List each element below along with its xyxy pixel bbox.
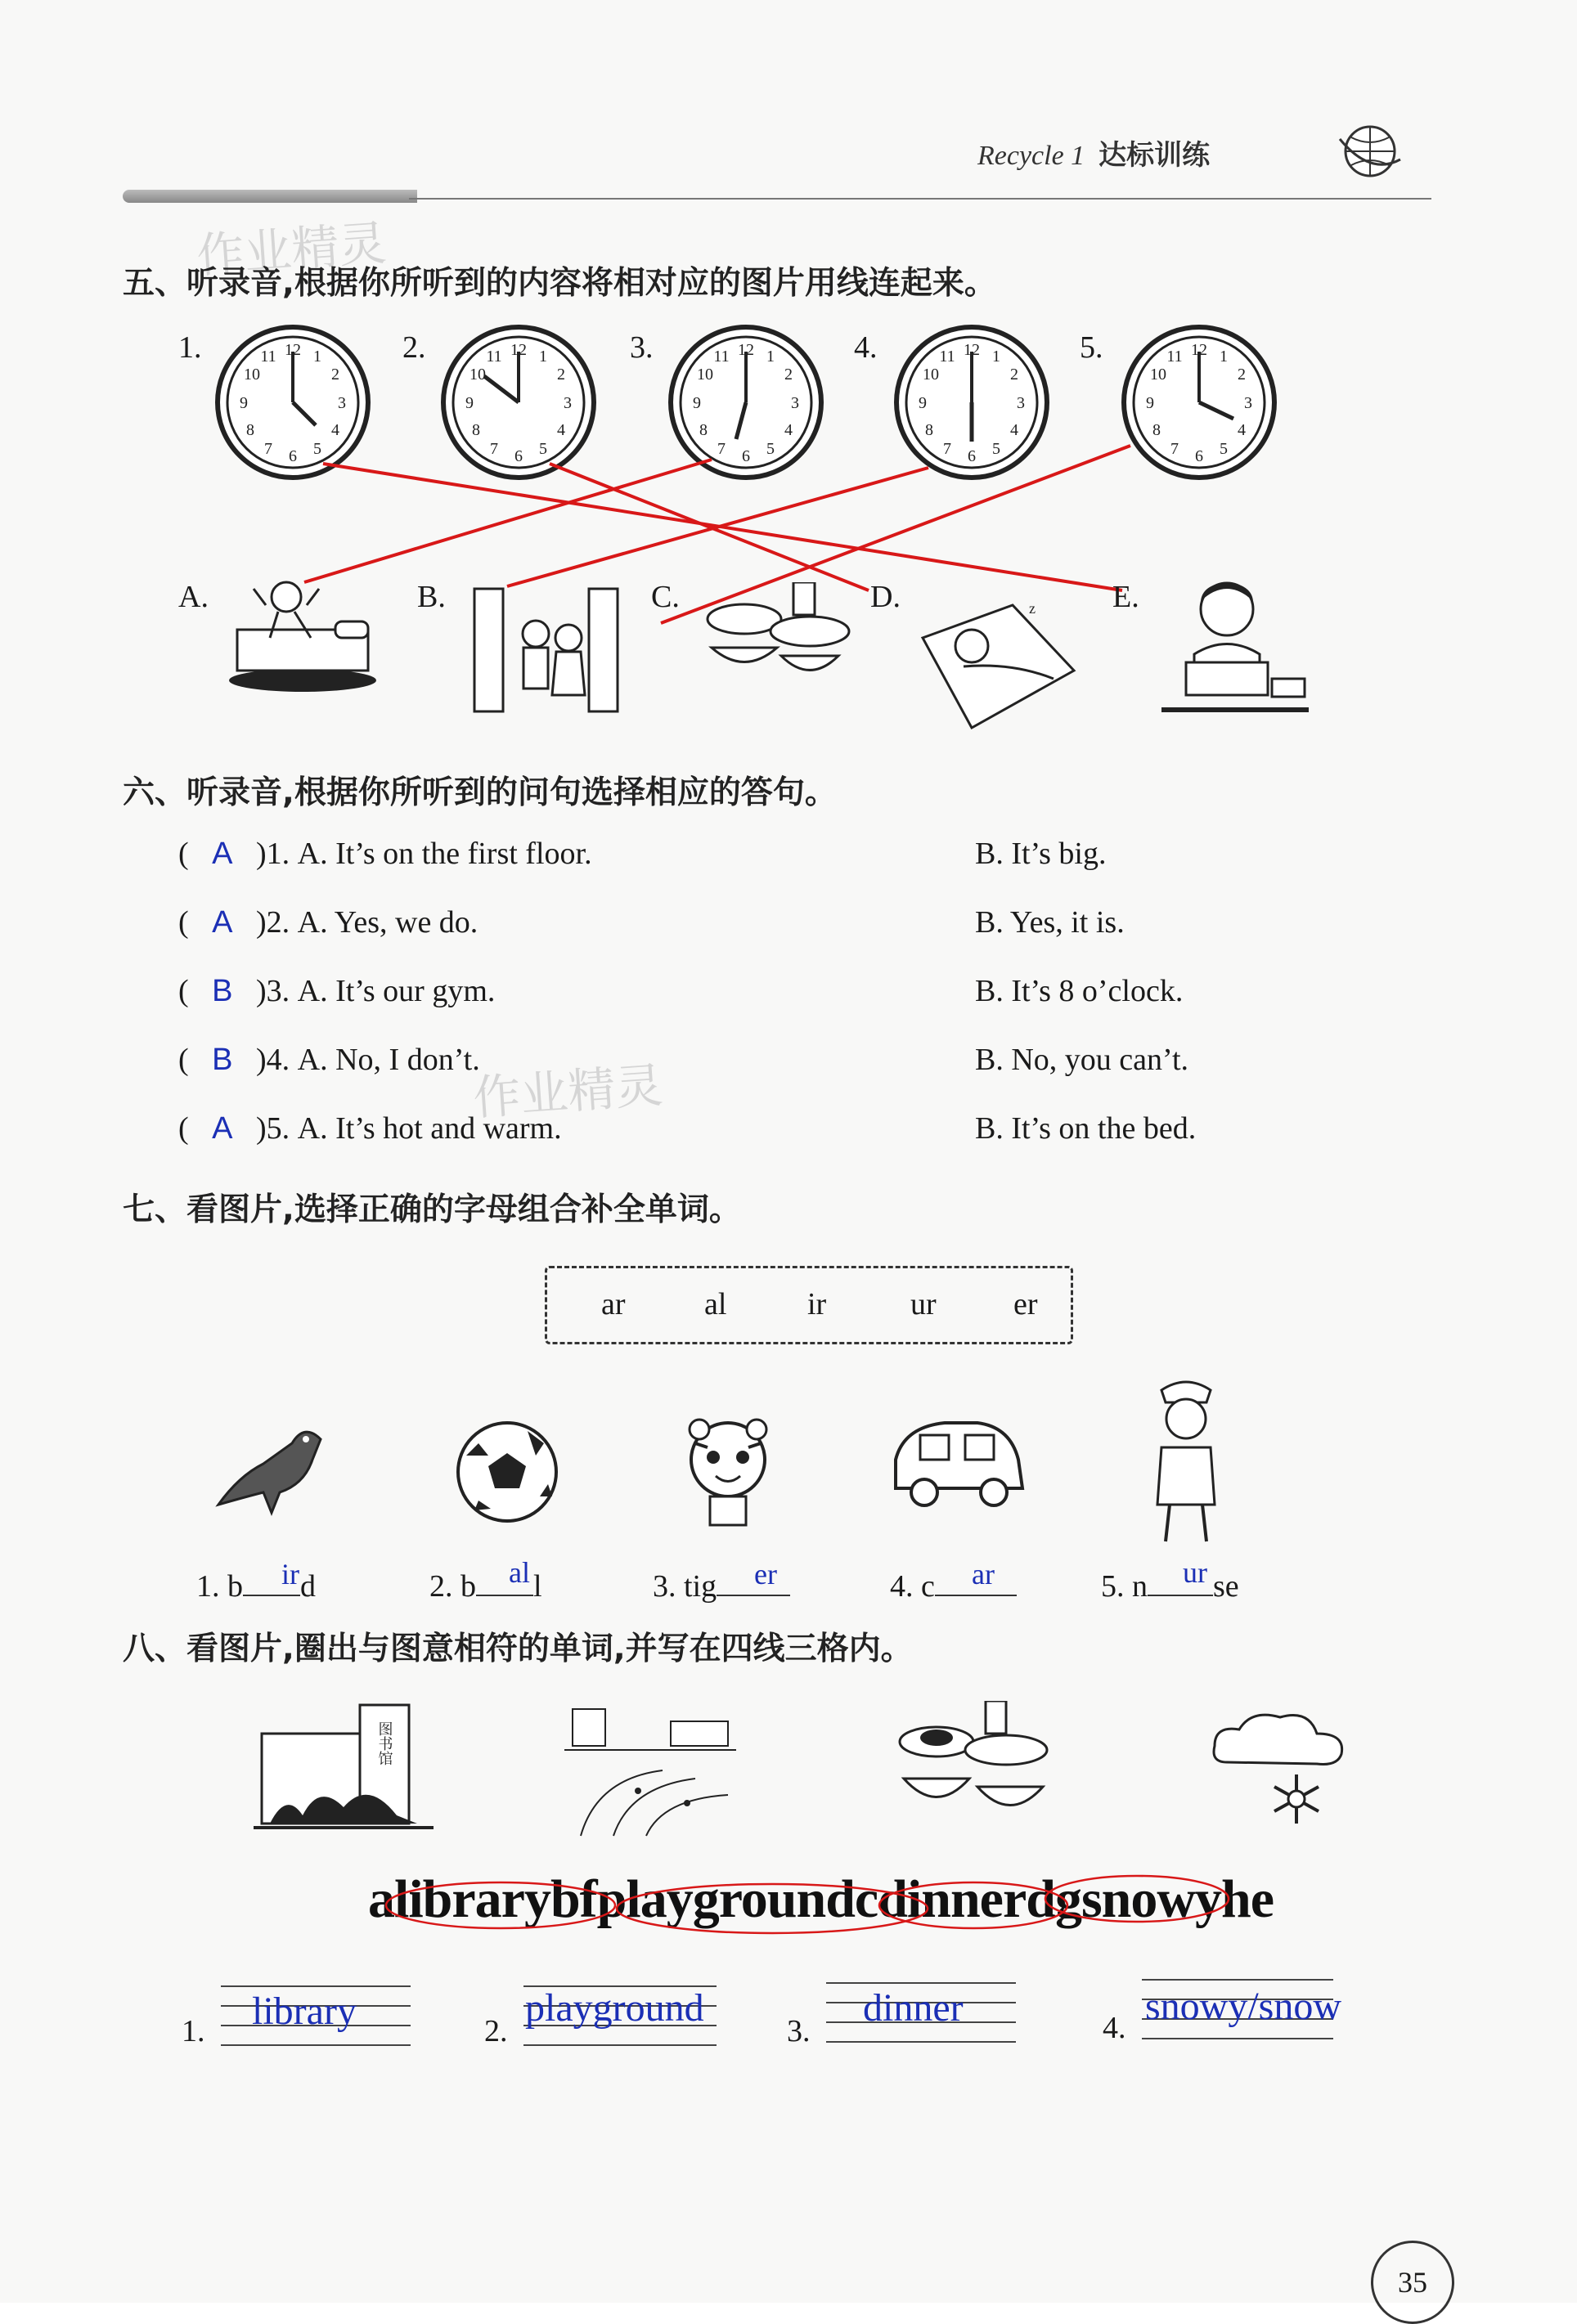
- handwritten-answer: ur: [1183, 1556, 1207, 1589]
- svg-text:7: 7: [264, 440, 272, 458]
- option-a: A. It’s our gym.: [297, 974, 496, 1008]
- svg-text:7: 7: [1170, 440, 1179, 458]
- svg-text:11: 11: [260, 348, 276, 366]
- svg-text:z: z: [1029, 600, 1036, 617]
- option-a: A. Yes, we do.: [297, 905, 478, 940]
- svg-text:11: 11: [939, 348, 955, 366]
- answer-number: 3.: [787, 2014, 811, 2048]
- answer-letter: A: [212, 905, 233, 940]
- svg-text:11: 11: [486, 348, 502, 366]
- clock-number: 3.: [630, 330, 654, 365]
- svg-text:3: 3: [338, 394, 346, 412]
- answer-circle: [386, 1882, 615, 1928]
- picture-letter: C.: [651, 580, 680, 614]
- svg-text:12: 12: [285, 341, 301, 359]
- letter-option: ar: [601, 1287, 626, 1321]
- svg-text:4: 4: [784, 421, 793, 439]
- answer-circle: [1045, 1876, 1229, 1922]
- page-number: 35: [1371, 2241, 1454, 2324]
- svg-text:9: 9: [1146, 394, 1154, 412]
- answer-letter: B: [212, 1043, 233, 1077]
- svg-text:4: 4: [1010, 421, 1018, 439]
- svg-text:5: 5: [1220, 440, 1228, 458]
- answer-number: 1.: [182, 2014, 205, 2048]
- option-a: A. No, I don’t.: [297, 1043, 480, 1077]
- svg-text:3: 3: [1017, 394, 1025, 412]
- section5-title: 五、听录音,根据你所听到的内容将相对应的图片用线连起来。: [123, 265, 996, 302]
- svg-text:10: 10: [470, 366, 486, 384]
- svg-text:10: 10: [1150, 366, 1166, 384]
- svg-text:8: 8: [925, 421, 933, 439]
- svg-text:1: 1: [766, 348, 775, 366]
- svg-text:2: 2: [557, 366, 565, 384]
- svg-text:8: 8: [1152, 421, 1161, 439]
- svg-text:6: 6: [742, 447, 750, 465]
- svg-text:4: 4: [331, 421, 339, 439]
- option-b: B. It’s on the bed.: [975, 1111, 1197, 1146]
- watermark: 作业精灵: [471, 1057, 665, 1126]
- svg-text:7: 7: [717, 440, 726, 458]
- svg-text:6: 6: [1195, 447, 1203, 465]
- svg-text:3: 3: [791, 394, 799, 412]
- handwritten-answer: snowy/snow: [1145, 1985, 1342, 2028]
- section6-title: 六、听录音,根据你所听到的问句选择相应的答句。: [123, 774, 837, 811]
- svg-text:2: 2: [1238, 366, 1246, 384]
- library-sign: 图书馆: [375, 1721, 393, 1765]
- svg-text:8: 8: [472, 421, 480, 439]
- svg-text:3: 3: [564, 394, 572, 412]
- answer-letter: A: [212, 1111, 233, 1146]
- clock-number: 5.: [1080, 330, 1103, 365]
- svg-text:1: 1: [539, 348, 547, 366]
- svg-text:3: 3: [1244, 394, 1252, 412]
- letter-string: alibrarybfplaygroundcdinnerdgsnowyhe: [368, 1869, 1274, 1929]
- fill-word: 3. tig: [653, 1568, 790, 1604]
- svg-text:12: 12: [1191, 341, 1207, 359]
- question-row: ( B )4. A. No, I don’t.: [178, 1043, 480, 1077]
- option-a: A. It’s hot and warm.: [297, 1111, 562, 1146]
- svg-text:11: 11: [713, 348, 730, 366]
- letter-option: ur: [910, 1287, 937, 1321]
- unit-label: Recycle 1: [977, 141, 1085, 171]
- svg-text:10: 10: [923, 366, 939, 384]
- svg-text:10: 10: [697, 366, 713, 384]
- svg-text:2: 2: [784, 366, 793, 384]
- fill-word: 4. c: [890, 1568, 1017, 1604]
- option-b: B. No, you can’t.: [975, 1043, 1189, 1077]
- option-b: B. It’s 8 o’clock.: [975, 974, 1184, 1008]
- svg-text:2: 2: [331, 366, 339, 384]
- svg-text:1: 1: [313, 348, 321, 366]
- svg-text:6: 6: [289, 447, 297, 465]
- letter-option: al: [704, 1287, 727, 1321]
- clock-number: 4.: [854, 330, 878, 365]
- handwritten-answer: ir: [281, 1558, 299, 1590]
- svg-text:9: 9: [240, 394, 248, 412]
- option-a: A. It’s on the first floor.: [297, 837, 592, 871]
- answer-number: 4.: [1103, 2011, 1126, 2045]
- svg-text:8: 8: [246, 421, 254, 439]
- svg-text:12: 12: [738, 341, 754, 359]
- answer-circle: [879, 1882, 1067, 1928]
- handwritten-answer: al: [509, 1556, 530, 1589]
- svg-text:6: 6: [514, 447, 523, 465]
- svg-text:2: 2: [1010, 366, 1018, 384]
- svg-text:9: 9: [919, 394, 927, 412]
- answer-number: 2.: [484, 2014, 508, 2048]
- svg-text:10: 10: [244, 366, 260, 384]
- letter-option: ir: [807, 1287, 827, 1321]
- svg-text:5: 5: [313, 440, 321, 458]
- picture-letter: D.: [870, 580, 901, 614]
- svg-text:9: 9: [693, 394, 701, 412]
- svg-text:1: 1: [992, 348, 1000, 366]
- answer-letter: A: [212, 837, 233, 871]
- picture-letter: B.: [417, 580, 446, 614]
- handwritten-answer: er: [754, 1558, 777, 1590]
- watermark: 作业精灵: [195, 214, 389, 284]
- svg-text:11: 11: [1166, 348, 1183, 366]
- question-row: ( A )5. A. It’s hot and warm.: [178, 1111, 562, 1146]
- svg-text:5: 5: [992, 440, 1000, 458]
- header-label: 达标训练: [1099, 139, 1211, 172]
- fill-word: 5. n se: [1101, 1569, 1239, 1604]
- question-row: ( B )3. A. It’s our gym.: [178, 974, 496, 1008]
- answer-letter: B: [212, 974, 233, 1008]
- svg-text:5: 5: [539, 440, 547, 458]
- handwritten-answer: library: [252, 1990, 357, 2033]
- handwritten-answer: dinner: [863, 1986, 964, 2030]
- picture-letter: A.: [178, 580, 209, 614]
- svg-text:6: 6: [968, 447, 976, 465]
- clock-number: 2.: [402, 330, 426, 365]
- svg-text:7: 7: [943, 440, 951, 458]
- svg-text:8: 8: [699, 421, 708, 439]
- option-b: B. It’s big.: [975, 837, 1107, 871]
- svg-text:12: 12: [510, 341, 527, 359]
- svg-text:1: 1: [1220, 348, 1228, 366]
- svg-text:12: 12: [964, 341, 980, 359]
- fill-word: 2. b l: [429, 1569, 542, 1604]
- handwritten-answer: playground: [525, 1986, 704, 2030]
- svg-text:4: 4: [557, 421, 565, 439]
- fill-word: 1. b d: [196, 1569, 316, 1604]
- question-row: ( A )2. A. Yes, we do.: [178, 905, 478, 940]
- svg-text:5: 5: [766, 440, 775, 458]
- section7-title: 七、看图片,选择正确的字母组合补全单词。: [123, 1191, 741, 1228]
- clock-number: 1.: [178, 330, 202, 365]
- svg-text:9: 9: [465, 394, 474, 412]
- handwritten-answer: ar: [972, 1558, 995, 1590]
- section8-title: 八、看图片,圈出与图意相符的单词,并写在四线三格内。: [123, 1631, 913, 1667]
- question-row: ( A )1. A. It’s on the first floor.: [178, 837, 592, 871]
- letter-option: er: [1013, 1287, 1038, 1321]
- svg-text:7: 7: [490, 440, 498, 458]
- svg-text:4: 4: [1238, 421, 1246, 439]
- option-b: B. Yes, it is.: [975, 905, 1125, 940]
- picture-letter: E.: [1112, 580, 1139, 614]
